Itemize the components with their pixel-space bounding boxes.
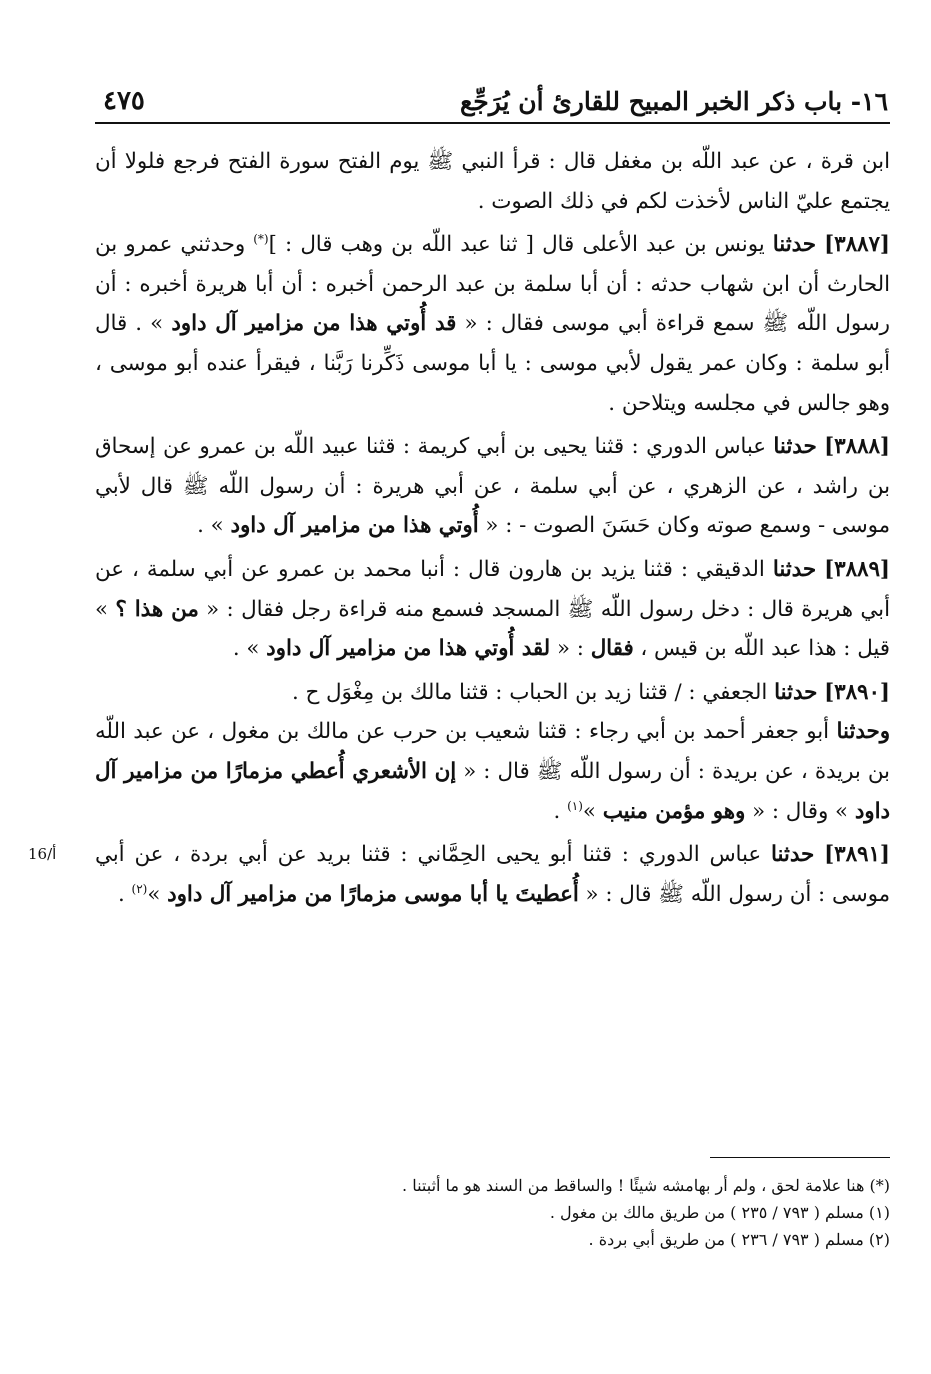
hadith-lead: حدثنا	[772, 556, 817, 582]
page	[95, 70, 890, 914]
footnote-star: (*) هنا علامة لحق ، ولم أر بهامشه شيئًا ! والساقط من السند هو ما أثبتنا .	[402, 1176, 890, 1195]
hadith-lead: حدثنا	[773, 434, 817, 460]
hadith-text: » .	[232, 636, 260, 662]
hadith-number: [٣٨٩١]	[824, 842, 890, 868]
hadith-3889	[95, 550, 890, 669]
hadith-text: »	[147, 881, 161, 907]
main-text	[95, 142, 890, 914]
hadith-3890-second-chain	[95, 712, 890, 831]
hadith-text: » .	[197, 513, 224, 539]
hadith-text: عباس الدوري : قثنا أبو يحيى الحِمَّاني : قثنا بريد عن أبي بردة ، عن أبي موسى : أن رسول اللّه ﷺ قال : «	[95, 842, 890, 907]
hadith-text: » . قال أبو سلمة : وكان عمر يقول لأبي موسى : يا أبا موسى ذَكِّرنا رَبَّنا ، فيقرأ عنده أبو موسى ، وهو جالس في مجلسه ويتلاحن .	[95, 311, 890, 416]
footnote-marker: (١)	[567, 798, 583, 813]
hadith-text: » وقال : «	[752, 798, 849, 824]
hadith-text: » قيل : هذا عبد اللّه بن قيس ،	[95, 596, 890, 662]
hadith-lead: حدثنا	[774, 679, 818, 705]
hadith-lead: حدثنا	[771, 842, 815, 868]
footnote-marker: (*)	[253, 232, 269, 247]
page-header	[95, 70, 890, 124]
hadith-number: [٣٨٨٨]	[824, 434, 890, 460]
hadith-3891	[95, 835, 890, 914]
footnote-divider	[710, 1157, 890, 1158]
prophetic-saying: أُوتي هذا من مزامير آل داود	[230, 513, 479, 539]
hadith-lead: حدثنا	[772, 232, 816, 258]
prophetic-saying: لقد أُوتي هذا من مزامير آل داود	[266, 636, 551, 662]
prophetic-saying: وهو مؤمن منيب	[602, 798, 746, 824]
hadith-text: وحدثني عمرو بن الحارث أن ابن شهاب حدثه : أن أبا سلمة بن عبد الرحمن أخبره : أن أبا هريرة أخبره : أن رسول اللّه ﷺ سمع قراءة أبي موسى فقال : «	[95, 232, 890, 337]
hadith-text: الدقيقي : قثنا يزيد بن هارون قال : أنبا محمد بن عمرو عن أبي سلمة ، عن أبي هريرة قال : دخل رسول اللّه ﷺ المسجد فسمع منه قراءة رجل فقال : «	[95, 556, 890, 622]
hadith-text: يونس بن عبد الأعلى قال [ ثنا عبد اللّه بن وهب قال : ]	[268, 232, 765, 258]
hadith-text: عباس الدوري : قثنا يحيى بن أبي كريمة : قثنا عبيد اللّه بن عمرو عن إسحاق بن راشد ، عن الزهري ، عن أبي سلمة ، عن أبي هريرة : أن رسول اللّه ﷺ قال لأبي موسى - وسمع صوته وكان حَسَنَ الصوت - : «	[95, 434, 890, 539]
prophetic-saying: أُعطيتَ يا أبا موسى مزمارًا من مزامير آل داود	[167, 881, 579, 907]
hadith-3890	[95, 673, 890, 713]
hadith-text: .	[553, 798, 561, 824]
prophetic-saying: إن الأشعري أُعطي مزمارًا من مزامير آل داود	[95, 758, 890, 824]
prophetic-saying: قد أُوتي هذا من مزامير آل داود	[171, 311, 457, 337]
prophetic-saying: من هذا ؟	[115, 596, 199, 622]
hadith-bold-word: فقال	[590, 636, 634, 662]
footnote-1: (١) مسلم ( ٧٩٣ / ٢٣٥ ) من طريق مالك بن مغول .	[549, 1203, 890, 1222]
paragraph-continuation: ابن قرة ، عن عبد اللّه بن مغفل قال : قرأ النبي ﷺ يوم الفتح سورة الفتح فرجع فلولا أن يجتمع عليّ الناس لأخذت لكم في ذلك الصوت .	[95, 149, 890, 214]
footnote-marker: (٢)	[131, 881, 148, 896]
hadith-number: [٣٨٩٠]	[824, 679, 890, 705]
hadith-text: أبو جعفر أحمد بن أبي رجاء : قثنا شعيب بن حرب عن مالك بن مغول ، عن عبد اللّه بن بريدة ، عن بريدة : أن رسول اللّه ﷺ قال : «	[95, 719, 890, 784]
hadith-3887	[95, 225, 890, 423]
hadith-number: [٣٨٨٩]	[824, 556, 890, 582]
hadith-3888	[95, 427, 890, 546]
page-number: ٤٧٥	[103, 86, 145, 116]
footnote-2: (٢) مسلم ( ٧٩٣ / ٢٣٦ ) من طريق أبي بردة .	[588, 1230, 890, 1249]
hadith-number: [٣٨٨٧]	[824, 232, 890, 258]
chapter-title: ١٦- باب ذكر الخبر المبيح للقارئ أن يُرَجِّع	[460, 87, 888, 116]
hadith-text: .	[117, 881, 125, 907]
hadith-text: : «	[556, 636, 584, 662]
manuscript-folio-note: 16/أ	[28, 845, 57, 863]
hadith-text: »	[582, 798, 596, 824]
hadith-text: الجعفي : / قثنا زيد بن الحباب : قثنا مالك بن مِغْوَل ح .	[292, 679, 768, 705]
hadith-lead: وحدثنا	[836, 719, 890, 745]
footnotes	[330, 1172, 890, 1253]
